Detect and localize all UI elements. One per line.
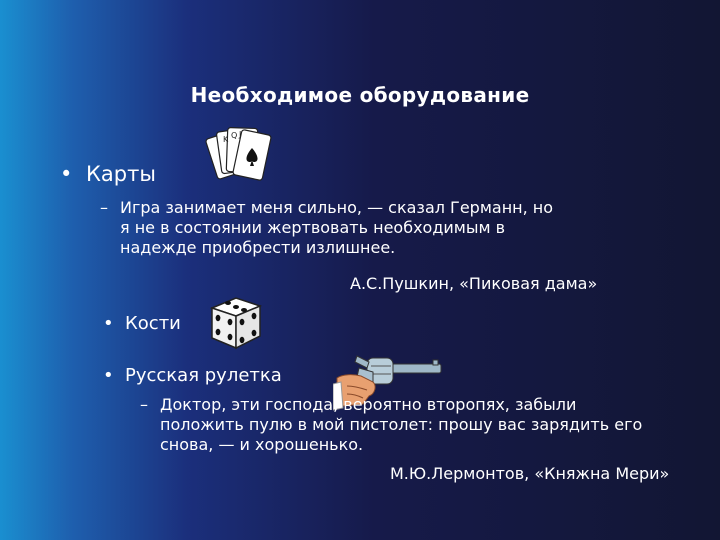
dash: – xyxy=(100,198,108,217)
list-item-cards xyxy=(60,162,156,186)
attribution-pushkin: А.С.Пушкин, «Пиковая дама» xyxy=(350,274,598,293)
item-label: Русская рулетка xyxy=(125,365,282,386)
svg-text:J: J xyxy=(239,130,242,139)
quote-line: Доктор, эти господа, вероятно второпях, забыли xyxy=(160,395,577,414)
quote-line: я не в состоянии жертвовать необходимым в xyxy=(120,218,506,237)
quote-line: Игра занимает меня сильно, — сказал Германн, но xyxy=(120,198,554,217)
attribution-lermontov: М.Ю.Лермонтов, «Княжна Мери» xyxy=(390,464,670,483)
dice-icon xyxy=(206,294,268,352)
quote-lermontov xyxy=(140,395,700,455)
list-item-roulette xyxy=(103,365,282,386)
quote-pushkin xyxy=(100,198,660,258)
quote-line: снова, — и хорошенько. xyxy=(160,435,364,454)
quote-line: надежде приобрести излишнее. xyxy=(120,238,396,257)
slide-title: Необходимое оборудование xyxy=(190,83,530,107)
svg-text:K: K xyxy=(223,135,229,144)
list-item-dice xyxy=(103,313,181,334)
bullet: • xyxy=(60,162,73,186)
dash: – xyxy=(140,395,148,414)
bullet: • xyxy=(103,313,114,334)
quote-line: положить пулю в мой пистолет: прошу вас зарядить его xyxy=(160,415,643,434)
item-label: Карты xyxy=(86,162,156,186)
playing-cards-icon xyxy=(205,124,275,186)
svg-text:Q: Q xyxy=(231,131,238,140)
item-label: Кости xyxy=(125,313,181,334)
bullet: • xyxy=(103,365,114,386)
